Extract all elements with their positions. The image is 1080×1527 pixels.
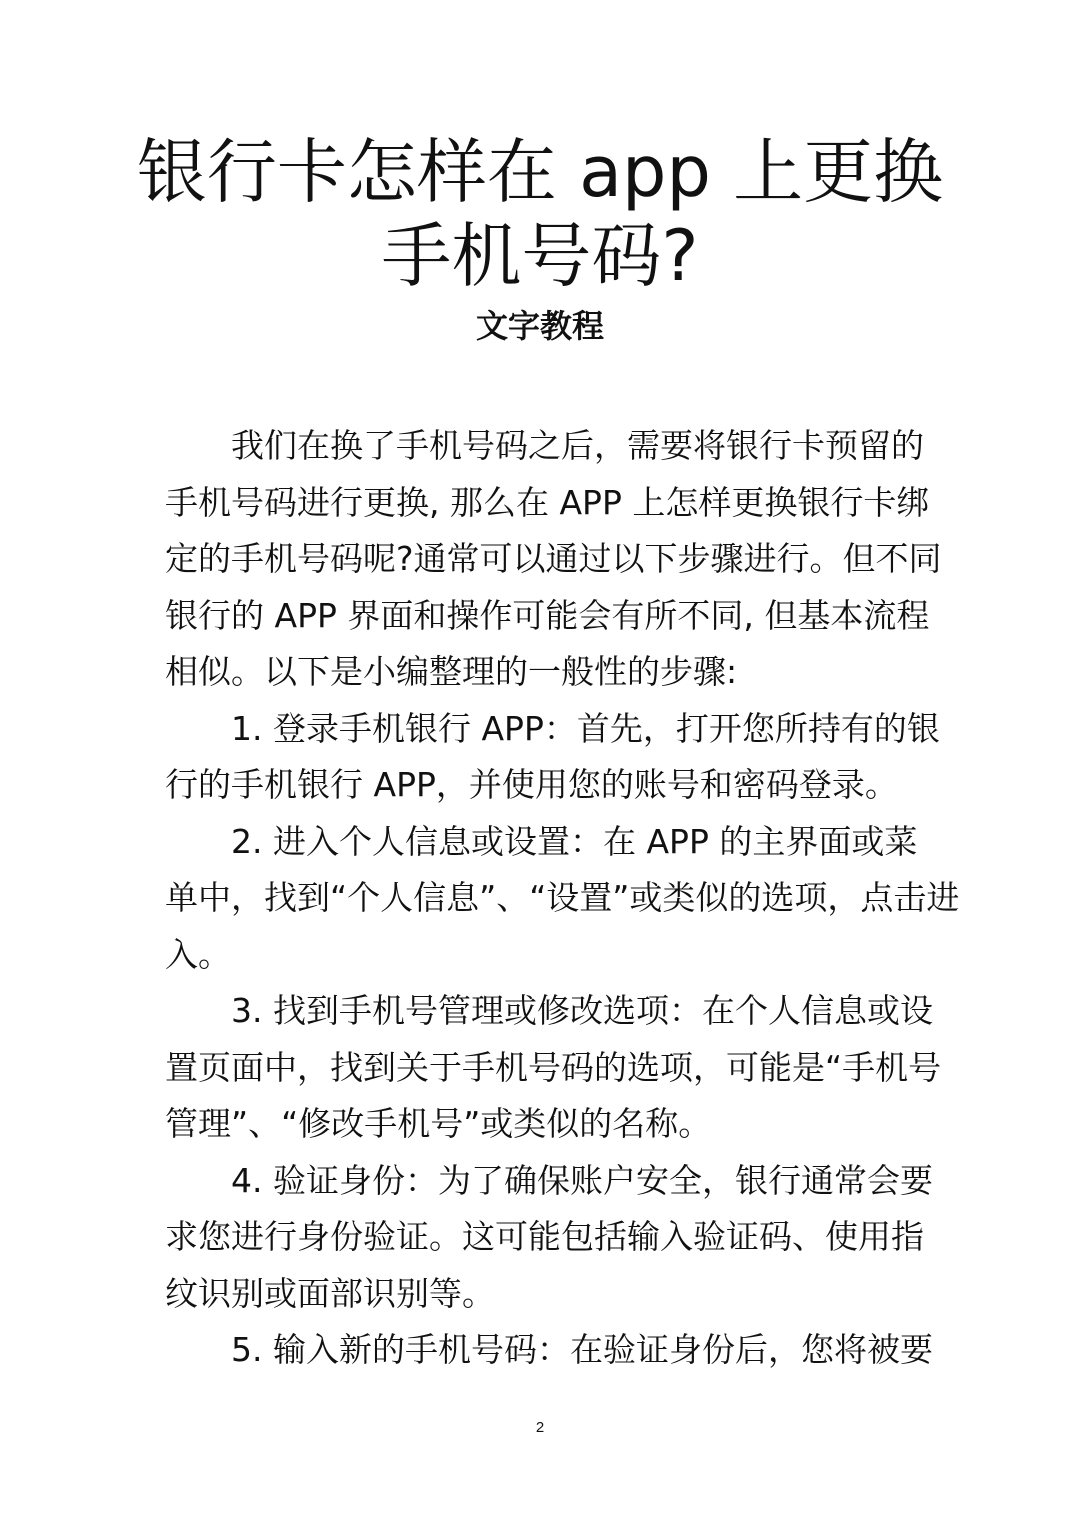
page-number: 2	[535, 1419, 545, 1436]
intro-paragraph-line: 定的手机号码呢?通常可以通过以下步骤进行。但不同	[165, 539, 942, 578]
intro-paragraph-line: 手机号码进行更换, 那么在 APP 上怎样更换银行卡绑	[165, 482, 930, 522]
step-3-line: 管理”、“修改手机号”或类似的名称。	[165, 1104, 712, 1143]
step-4-line: 纹识别或面部识别等。	[165, 1273, 495, 1313]
step-4-line: 4. 验证身份：为了确保账户安全，银行通常会要	[231, 1160, 933, 1200]
intro-paragraph-line: 我们在换了手机号码之后，需要将银行卡预留的	[231, 426, 924, 465]
step-2-line: 入。	[165, 934, 231, 974]
intro-paragraph-line: 银行的 APP 界面和操作可能会有所不同, 但基本流程	[165, 595, 930, 635]
document-subtitle: 文字教程	[475, 307, 604, 345]
step-3-line: 3. 找到手机号管理或修改选项：在个人信息或设	[231, 991, 933, 1030]
step-3-line: 置页面中，找到关于手机号码的选项，可能是“手机号	[165, 1047, 942, 1087]
step-1-line: 行的手机银行 APP，并使用您的账号和密码登录。	[165, 765, 898, 804]
intro-paragraph-line: 相似。以下是小编整理的一般性的步骤:	[165, 652, 738, 691]
step-4-line: 求您进行身份验证。这可能包括输入验证码、使用指	[165, 1217, 924, 1256]
step-5-line: 5. 输入新的手机号码：在验证身份后，您将被要	[231, 1330, 933, 1369]
document-title-line-2: 手机号码?	[381, 215, 699, 297]
step-1-line: 1. 登录手机银行 APP：首先，打开您所持有的银	[231, 708, 940, 748]
document-title-line-1: 银行卡怎样在 app 上更换	[136, 131, 944, 213]
step-2-line: 2. 进入个人信息或设置：在 APP 的主界面或菜	[231, 821, 918, 861]
step-2-line: 单中，找到“个人信息”、“设置”或类似的选项，点击进	[165, 878, 960, 917]
document-body	[165, 418, 960, 1379]
